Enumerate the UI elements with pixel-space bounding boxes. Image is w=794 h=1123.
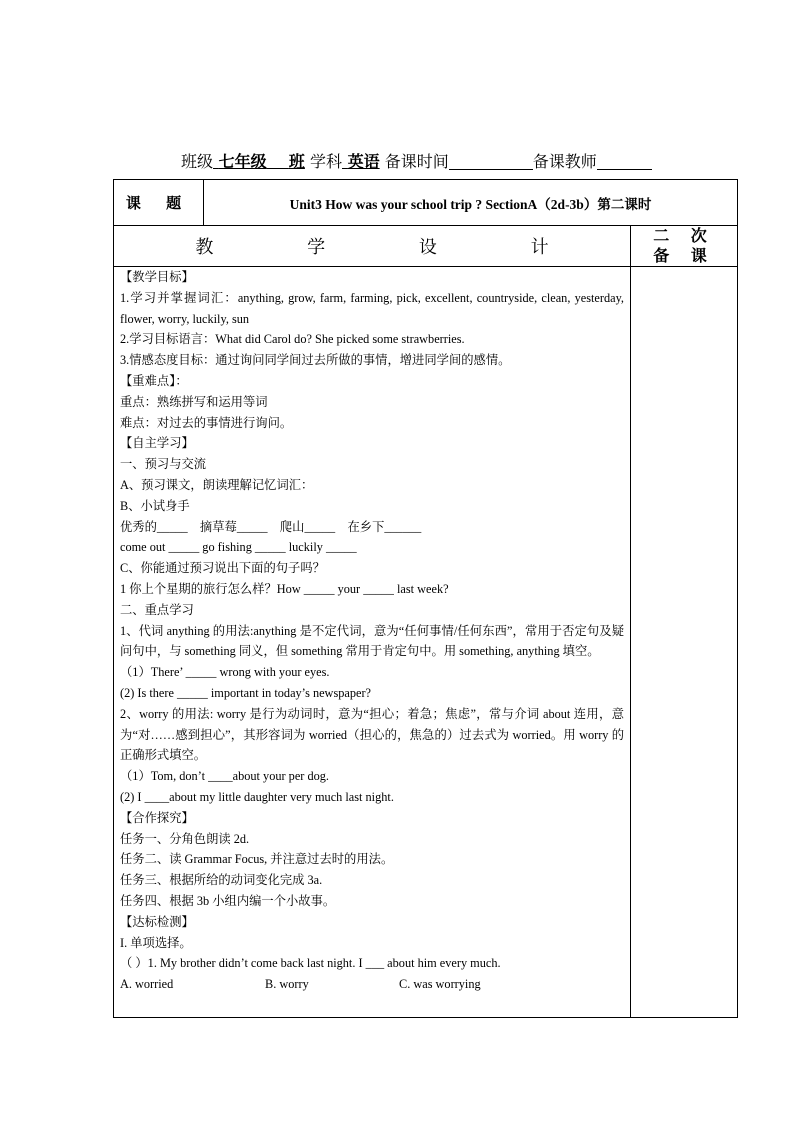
options-line: [120, 974, 624, 995]
content-line: （1）Tom, don’t ____about your per dog.: [120, 769, 329, 784]
content-line: (2) Is there _____ important in today’s newspaper?: [120, 685, 371, 700]
content-line: 【合作探究】: [120, 810, 194, 825]
lesson-plan-table: [113, 179, 738, 1018]
content-line: 3.情感态度目标：通过询问同学间过去所做的事情，增进同学间的感情。: [120, 353, 511, 368]
content-line: A、预习课文，朗读理解记忆词汇：: [120, 477, 314, 492]
content-line: I. 单项选择。: [120, 935, 192, 950]
content-line: 二、重点学习: [120, 602, 194, 617]
prep-time-blank: [449, 153, 533, 170]
option-b: B. worry: [265, 977, 309, 992]
content-line: 【教学目标】: [120, 270, 194, 284]
content-line: (2) I ____about my little daughter very much last night.: [120, 789, 394, 804]
content-line: 2、worry 的用法: worry 是行为动词时，意为“担心；着急；焦虑”，常与介词 about 连用，意为“对……感到担心”，其形容词为 worried（担心的，焦急的）过去式为 worried。用 worry 的正确形式填空。: [120, 706, 624, 763]
content-line: 任务三、根据所给的动词变化完成 3a.: [120, 873, 323, 888]
page-header: [181, 149, 652, 172]
content-line: 任务四、根据 3b 小组内编一个小故事。: [120, 893, 336, 908]
content-line: 优秀的_____ 摘草莓_____ 爬山_____ 在乡下______: [120, 519, 422, 534]
option-a: A. worried: [120, 977, 174, 992]
lesson-content: [114, 267, 631, 1018]
second-prep-column: [631, 267, 738, 1018]
content-line: B、小试身手: [120, 498, 190, 513]
class-value: 七年级 班: [218, 152, 305, 171]
content-line: 2.学习目标语言：What did Carol do? She picked some strawberries.: [120, 332, 465, 347]
option-c: C. was worrying: [399, 977, 481, 992]
content-line: 【自主学习】: [120, 436, 194, 451]
content-line: 任务二、读 Grammar Focus, 并注意过去时的用法。: [120, 852, 394, 867]
subject-label: 学科: [310, 152, 343, 171]
content-line: 1、代词 anything 的用法:anything 是不定代词，意为“任何事情/任何东西”，常用于否定句及疑问句中，与 something 同义，但 something 常用于肯定句中。用 something, anything 填空。: [120, 623, 625, 659]
content-line: 任务一、分角色朗读 2d.: [120, 831, 250, 846]
teacher-blank: [597, 153, 652, 170]
content-line: 【重难点】：: [120, 373, 188, 388]
prep-time-label: 备课时间: [384, 152, 449, 171]
content-line: 1 你上个星期的旅行怎么样？How _____ your _____ last week?: [120, 581, 449, 596]
content-line: C、你能通过预习说出下面的句子吗？: [120, 561, 325, 576]
topic-label: 课 题: [114, 180, 204, 226]
second-prep-label: 二 次 备 课: [631, 226, 738, 267]
class-label: 班级: [181, 152, 214, 171]
content-line: 【达标检测】: [120, 914, 194, 929]
content-line: 重点：熟练拼写和运用等词: [120, 394, 268, 409]
content-line: 一、预习与交流: [120, 457, 207, 472]
subject-value: 英语: [347, 152, 380, 171]
teacher-label: 备课教师: [532, 152, 597, 171]
content-line: （1）There’ _____ wrong with your eyes.: [120, 665, 330, 680]
topic-text: Unit3 How was your school trip ? SectionA（2d-3b）第二课时: [204, 180, 738, 226]
content-line: 难点：对过去的事情进行询问。: [120, 415, 293, 430]
content-line: （ ）1. My brother didn’t come back last night. I ___ about him every much.: [120, 956, 501, 971]
content-line: come out _____ go fishing _____ luckily _____: [120, 540, 357, 555]
content-line: 1.学习并掌握词汇：anything, grow, farm, farming, pick, excellent, countryside, clean, yesterday, flower, worry, luckily, sun: [120, 290, 624, 326]
design-label: 教 学 设 计: [114, 226, 631, 267]
